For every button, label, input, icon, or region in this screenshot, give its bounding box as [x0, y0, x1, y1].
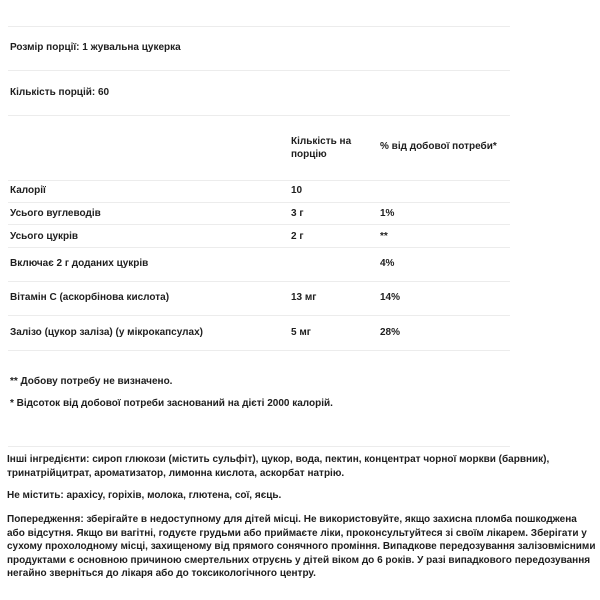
nutrient-amount: 3 г	[291, 208, 304, 219]
footnote-daily-value: * Відсоток від добової потреби заснований на дієті 2000 калорій.	[10, 398, 333, 409]
nutrient-name: Калорії	[10, 185, 46, 196]
nutrient-dv: 4%	[380, 258, 395, 269]
header-daily-value: % від добової потреби*	[380, 141, 497, 152]
nutrient-name: Усього цукрів	[10, 231, 79, 242]
nutrient-name: Вітамін С (аскорбінова кислота)	[10, 292, 170, 303]
nutrient-name: Усього вуглеводів	[10, 208, 101, 219]
divider	[8, 180, 510, 181]
warning: Попередження: зберігайте в недоступному для дітей місці. Не використовуйте, якщо захисна пломба пошкоджена або відсутня. Якщо ви вагітні, годуєте грудьми або приймаєте ліки, проконсультуйтеся зі своїм лікарем. Зберігати у сухому прохолодному місці, захищеному від прямого сонячного проміння. Випадкове передозування залізовмісними продуктами є основною причиною смертельних отруєнь у дітей віком до 6 років. У разі випадкового передозування негайно зверніться до лікаря або до токсикологічного центру.	[7, 514, 596, 580]
divider	[8, 70, 510, 71]
header-amount: Кількість на порцію	[291, 136, 352, 160]
nutrient-dv: 28%	[380, 327, 401, 338]
divider	[8, 202, 510, 203]
allergens: Не містить: арахісу, горіхів, молока, глютена, сої, яєць.	[7, 490, 282, 501]
nutrient-amount: 5 мг	[291, 327, 311, 338]
nutrient-dv: 1%	[380, 208, 395, 219]
nutrient-amount: 10	[291, 185, 303, 196]
divider	[8, 26, 510, 27]
nutrient-amount: 2 г	[291, 231, 304, 242]
ingredients: Інші інгредієнти: сироп глюкози (містить сульфіт), цукор, вода, пектин, концентрат чорної моркви (барвник), тринатрійцитрат, ароматизатор, лимонна кислота, аскорбат натрію.	[7, 454, 550, 479]
divider	[8, 350, 510, 351]
divider	[8, 115, 510, 116]
nutrient-name: Включає 2 г доданих цукрів	[10, 258, 149, 269]
divider	[8, 281, 510, 282]
nutrient-dv: 14%	[380, 292, 401, 303]
servings-count: Кількість порцій: 60	[10, 87, 110, 98]
divider	[8, 224, 510, 225]
serving-size: Розмір порції: 1 жувальна цукерка	[10, 42, 181, 53]
nutrient-dv: **	[380, 231, 388, 242]
divider	[8, 315, 510, 316]
nutrient-amount: 13 мг	[291, 292, 317, 303]
divider	[8, 247, 510, 248]
footnote-undefined: ** Добову потребу не визначено.	[10, 376, 173, 387]
divider	[8, 446, 510, 447]
nutrient-name: Залізо (цукор заліза) (у мікрокапсулах)	[10, 327, 203, 338]
